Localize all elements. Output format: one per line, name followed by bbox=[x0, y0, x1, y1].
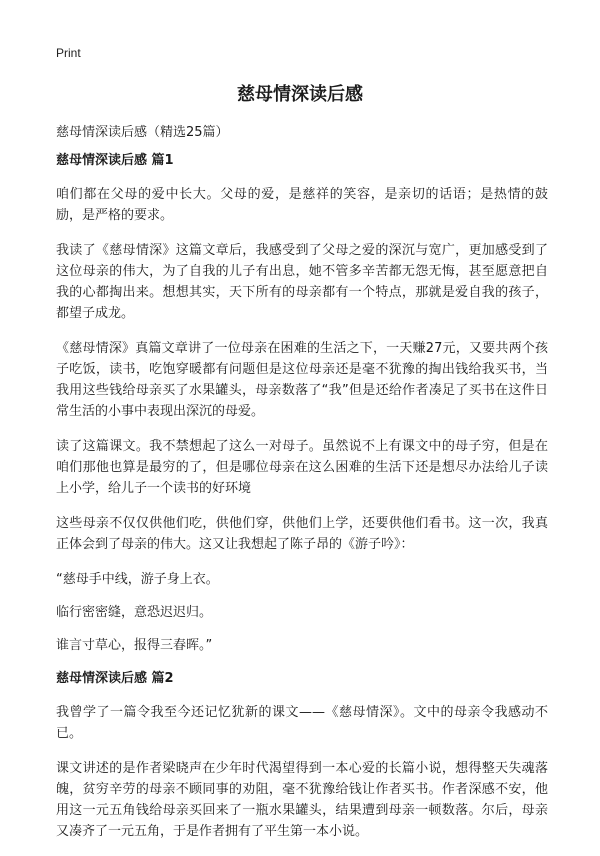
paragraph: 这些母亲不仅仅供他们吃，供他们穿，供他们上学，还要供他们看书。这一次，我真正体会到了母亲的伟大。这又让我想起了陈子昂的《游子吟》： bbox=[56, 516, 548, 552]
paragraph: 《慈母情深》真篇文章讲了一位母亲在困难的生活之下，一天赚27元，又要共两个孩子吃饭，读书，吃饱穿暖都有问题但是这位母亲还是毫不犹豫的掏出钱给我买书，当我用这些钱给母亲买了水果罐头，母亲数落了“我”但是还给作者凑足了买书在这件日常生活的小事中表现出深沉的母爱。 bbox=[56, 341, 548, 419]
article-body bbox=[56, 152, 548, 856]
print-link[interactable]: Print bbox=[56, 46, 81, 60]
section-heading-1: 慈母情深读后感 篇1 bbox=[56, 153, 174, 168]
poem-line: 谁言寸草心，报得三春晖。” bbox=[56, 638, 213, 653]
poem-line: 临行密密缝，意恐迟迟归。 bbox=[56, 605, 213, 620]
poem-line: “慈母手中线，游子身上衣。 bbox=[56, 572, 219, 587]
section-heading-2: 慈母情深读后感 篇2 bbox=[56, 671, 174, 686]
paragraph: 我曾学了一篇令我至今还记忆犹新的课文——《慈母情深》。文中的母亲令我感动不已。 bbox=[56, 705, 548, 741]
paragraph: 课文讲述的是作者梁晓声在少年时代渴望得到一本心爱的长篇小说，想得整天失魂落魄，贫穷辛劳的母亲不顾同事的劝阻，毫不犹豫给钱让作者买书。作者深感不安，他用这一元五角钱给母亲买回来了一瓶水果罐头，结果遭到母亲一顿数落。尔后，母亲又凑齐了一元五角，于是作者拥有了平生第一本小说。 bbox=[56, 761, 548, 839]
paragraph: 我读了《慈母情深》这篇文章后，我感受到了父母之爱的深沉与宽广，更加感受到了这位母亲的伟大，为了自我的儿子有出息，她不管多辛苦都无怨无悔，甚至愿意把自我的心都掏出来。想想其实，天下所有的母亲都有一个特点，那就是爱自我的孩子，都望子成龙。 bbox=[56, 243, 548, 321]
document-subtitle: 慈母情深读后感（精选25篇） bbox=[56, 125, 229, 140]
paragraph: 读了这篇课文。我不禁想起了这么一对母子。虽然说不上有课文中的母子穷，但是在咱们那他也算是最穷的了，但是哪位母亲在这么困难的生活下还是想尽办法给儿子读上小学，给儿子一个读书的好环境 bbox=[56, 439, 548, 496]
page-title: 慈母情深读后感 bbox=[237, 84, 363, 105]
paragraph: 咱们都在父母的爱中长大。父母的爱，是慈祥的笑容，是亲切的话语；是热情的鼓励，是严格的要求。 bbox=[56, 187, 548, 223]
